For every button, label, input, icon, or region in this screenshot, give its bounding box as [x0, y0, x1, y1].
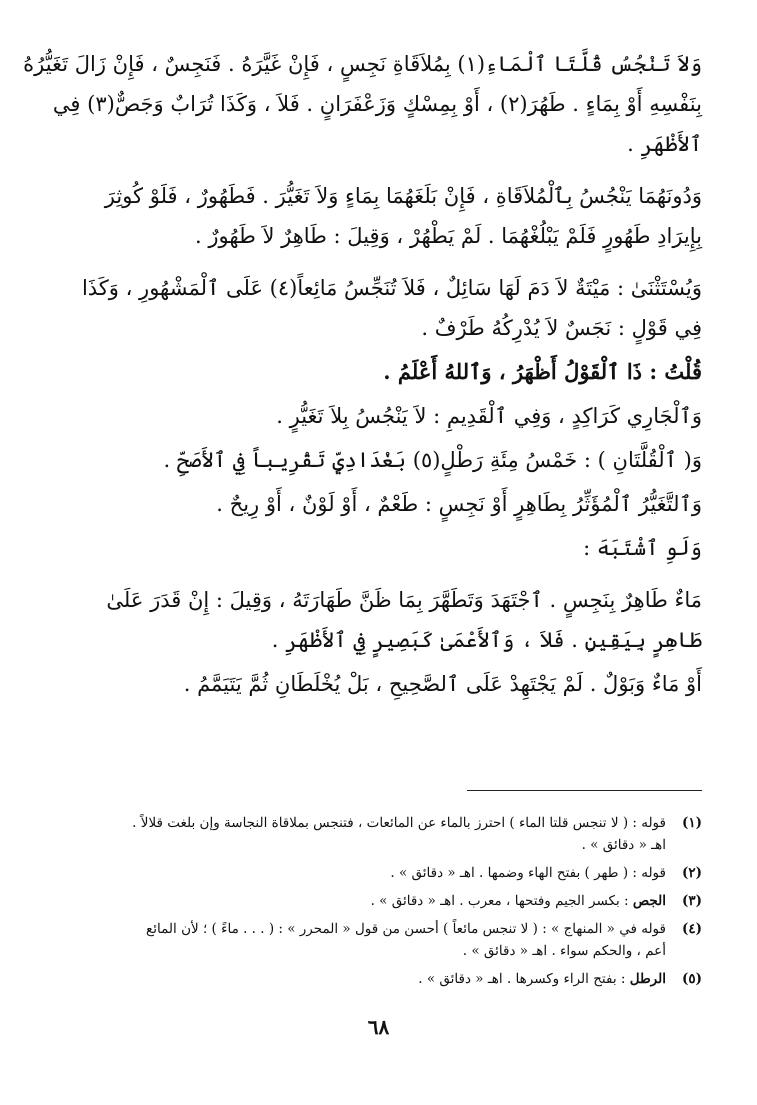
main-text — [23, 44, 702, 708]
text-line: وَلَوِ ٱشْتَبَهَ : — [583, 536, 702, 560]
footnote-3 — [70, 890, 702, 912]
text-line: بِنَفْسِهِ أَوْ بِمَاءٍ . طَهُرَ(٢) ، أَوْ بِمِسْكٍ وَزَعْفَرَانٍ . فَلاَ ، وَكَذَا تُرَابٌ وَجَصٌّ(٣) فِي — [52, 92, 702, 116]
text-line: وَلاَ تَنْجُسُ قُلَّتَا ٱلْمَاءِ(١) بِمُلاَقَاةِ نَجِسٍ ، فَإِنْ غَيَّرَهُ . فَنَجِسٌ ، فَإِنْ زَالَ تَغَيُّرُهُ — [23, 52, 702, 76]
footnote-divider — [467, 790, 702, 791]
paragraph-4 — [70, 352, 702, 392]
text-line: مَاءٌ طَاهِرٌ بِنَجِسٍ . ٱجْتَهَدَ وَتَطَهَّرَ بِمَا ظَنَّ طَهَارَتَهُ ، وَقِيلَ : إِنْ قَدَرَ عَلَىٰ — [106, 588, 702, 612]
text-line: فِي قَوْلٍ : نَجَسٌ لاَ يُدْرِكُهُ طَرْفٌ . — [421, 316, 702, 340]
footnote-term: الجص — [632, 893, 666, 909]
footnote-term: الرطل — [629, 971, 666, 987]
text-line: وَٱلتَّغَيُّرُ ٱلْمُؤَثِّرُ بِطَاهِرٍ أَوْ نَجِسٍ : طَعْمٌ ، أَوْ لَوْنٌ ، أَوْ رِيحٌ . — [216, 492, 702, 516]
text-line: ٱلأَظْهَرِ . — [627, 132, 702, 156]
paragraph-8 — [70, 528, 702, 568]
text-line: أَوْ مَاءٌ وَبَوْلٌ . لَمْ يَجْتَهِدْ عَلَى ٱلصَّحِيحِ ، بَلْ يُخْلَطَانِ ثُمَّ يَتَيَمَّمُ . — [183, 672, 702, 696]
page-number: ٦٨ — [367, 1015, 390, 1039]
text-line: طَاهِرٍ بِيَقِينٍ . فَلاَ ، وَٱلأَعْمَىٰ كَبَصِيرٍ فِي ٱلأَظْهَرِ . — [271, 628, 702, 652]
footnote-text: قوله : ( طهر ) بفتح الهاء وضمها . اهـ « دقائق » . — [390, 865, 666, 881]
paragraph-3 — [70, 268, 702, 348]
paragraph-9 — [70, 580, 702, 660]
paragraph-10 — [70, 664, 702, 704]
paragraph-5 — [70, 396, 702, 436]
paragraph-1 — [23, 44, 702, 164]
footnote-text: اهـ « دقائق » . — [581, 837, 666, 853]
footnote-1 — [70, 812, 702, 856]
footnote-number: (٤) — [681, 921, 702, 937]
footnote-4 — [70, 918, 702, 962]
text-line: وَٱلْجَارِي كَرَاكِدٍ ، وَفِي ٱلْقَدِيمِ : لاَ يَنْجُسُ بِلاَ تَغَيُّرٍ . — [276, 404, 702, 428]
footnote-text: : بكسر الجيم وفتحها ، معرب . اهـ « دقائق » . — [370, 893, 629, 909]
paragraph-6 — [70, 440, 702, 480]
text-line: وَيُسْتَثْنَىٰ : مَيْتَةٌ لاَ دَمَ لَهَا سَائِلٌ ، فَلاَ تُنَجِّسُ مَائِعاً(٤) عَلَى ٱلْمَشْهُورِ ، وَكَذَا — [81, 276, 702, 300]
footnote-text: قوله : ( لا تنجس قلتا الماء ) احترز بالماء عن المائعات ، فتنجس بملاقاة النجاسة وإن بلغت قلالاً . — [132, 815, 666, 831]
text-line: بِإِيرَادِ طَهُورٍ فَلَمْ يَبْلُغْهُمَا . لَمْ يَطْهُرْ ، وَقِيلَ : طَاهِرٌ لاَ طَهُورٌ . — [195, 224, 702, 248]
footnote-2 — [70, 862, 702, 884]
footnotes — [70, 812, 702, 996]
footnote-number: (٥) — [681, 971, 702, 987]
footnote-text: قوله في « المنهاج » : ( لا تنجس مائعاً ) أحسن من قول « المحرر » : ( . . . ماءً ) ؛ لأن المائع — [146, 921, 666, 937]
footnote-number: (٣) — [681, 893, 702, 909]
text-line: وَدُونَهُمَا يَنْجُسُ بِٱلْمُلاَقَاةِ ، فَإِنْ بَلَغَهُمَا بِمَاءٍ وَلاَ تَغَيُّرَ . فَطَهُورٌ ، فَلَوْ كُوثِرَ — [104, 184, 702, 208]
footnote-5 — [70, 968, 702, 990]
text-line: وَ( ٱلْقُلَّتَانِ ) : خَمْسُ مِئَةِ رَطْلٍ(٥) بَغْدَادِيٍّ تَقْرِيباً فِي ٱلأَصَحِّ . — [163, 448, 702, 472]
text-line: قُلْتُ : ذَا ٱلْقَوْلُ أَظْهَرُ ، وَٱللهُ أَعْلَمُ . — [383, 359, 702, 384]
footnote-number: (١) — [681, 815, 702, 831]
footnote-text: : بفتح الراء وكسرها . اهـ « دقائق » . — [418, 971, 626, 987]
footnote-text: أعم ، والحكم سواء . اهـ « دقائق » . — [462, 943, 666, 959]
paragraph-7 — [70, 484, 702, 524]
paragraph-2 — [70, 176, 702, 256]
footnote-number: (٢) — [681, 865, 702, 881]
